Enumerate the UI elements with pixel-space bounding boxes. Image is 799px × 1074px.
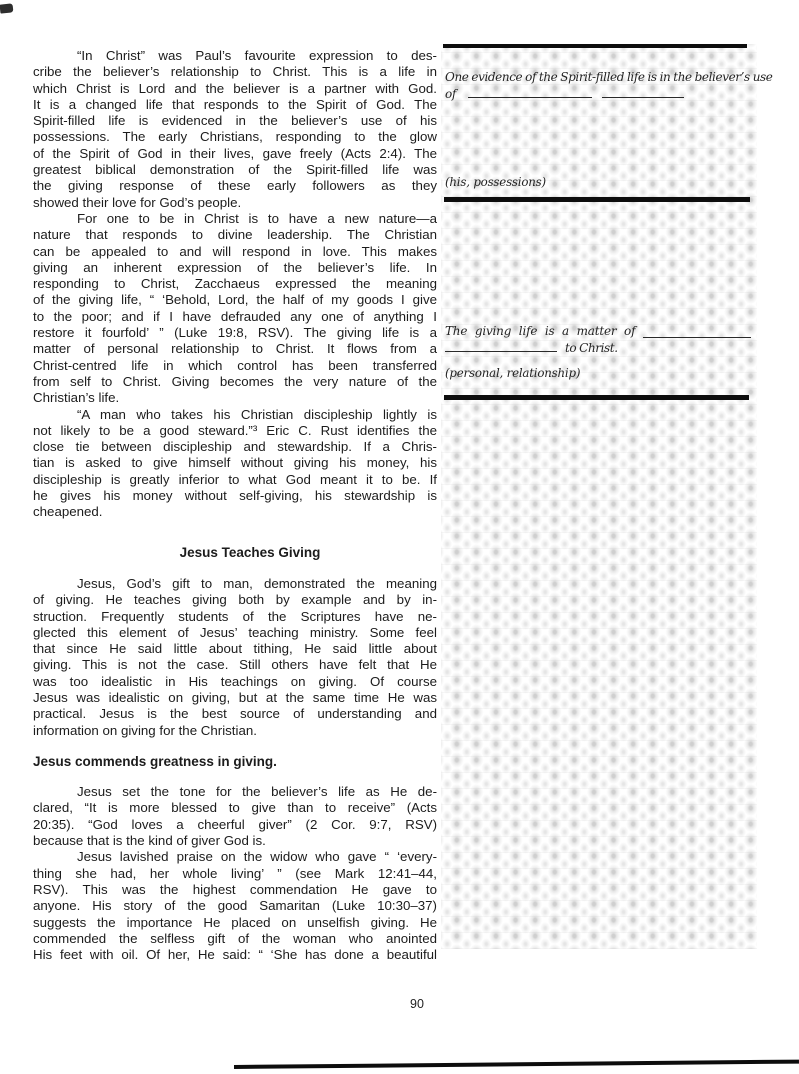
- text-line: responding to Christ, Zacchaeus expressed the meaning: [33, 276, 437, 292]
- text-line: tian is asked to give himself without giving his money, his: [33, 455, 437, 471]
- exercise-answer-1: (his, possessions): [445, 175, 546, 189]
- text-line: glected this element of Jesus’ teaching ministry. Some feel: [33, 624, 437, 640]
- text-line: Christian’s life.: [33, 390, 120, 406]
- text-line: cribe the believer’s relationship to Christ. This is a life in: [33, 64, 437, 80]
- section-heading: Jesus Teaches Giving: [179, 544, 321, 560]
- divider-bar-bottom: [444, 395, 749, 400]
- text-line: Jesus lavished praise on the widow who gave “ ‘every-: [77, 849, 437, 865]
- text-line: anyone. His story of the good Samaritan (Luke 10:30–37): [33, 898, 437, 914]
- fill-in-blank: [602, 86, 684, 98]
- prompt-2-suffix: to Christ.: [565, 340, 618, 355]
- paragraph: [33, 48, 437, 211]
- text-line: greatest biblical demonstration of the Spirit-filled life was: [33, 162, 437, 178]
- exercise-answer-2: (personal, relationship): [445, 366, 581, 380]
- divider-bar-top: [443, 44, 747, 48]
- text-line: was too idealistic in His teachings on giving. Of course: [33, 673, 437, 689]
- workbook-answer-column: [441, 44, 773, 949]
- text-line: thing she had, her whole living’ ” (see Mark 12:41–44,: [33, 865, 437, 881]
- text-line: discipleship is greatly inferior to what God meant it to be. If: [33, 471, 437, 487]
- text-line: which Christ is Lord and the believer is a partner with God.: [33, 80, 437, 96]
- text-line: struction. Frequently students of the Scriptures have ne-: [33, 608, 437, 624]
- text-line: Christ-centred life in which control has been transferred: [33, 357, 437, 373]
- text-line: suggests the importance He placed on unselfish giving. He: [33, 914, 437, 930]
- text-line: of the Spirit of God in their lives, gave freely (Acts 2:4). The: [33, 145, 437, 161]
- text-line: giving an inherent expression of the believer’s life. In: [33, 259, 437, 275]
- text-line: commended the selfless gift of the woman who anointed: [33, 930, 437, 946]
- text-line: he gives his money without self-giving, his stewardship is: [33, 488, 437, 504]
- text-line: of giving. He teaches giving both by example and by in-: [33, 592, 437, 608]
- fill-in-blank: [468, 86, 592, 98]
- text-line: cheapened.: [33, 504, 103, 520]
- fill-in-blank: [643, 326, 751, 338]
- prompt-2-line-2: [445, 340, 751, 357]
- prompt-2-prefix: The giving life is a matter of: [445, 324, 636, 338]
- paragraph: [33, 849, 437, 963]
- text-line: to the poor; and if I have defrauded any one of anything I: [33, 308, 437, 324]
- text-line: of the giving life, “ ‘Behold, Lord, the half of my goods I give: [33, 292, 437, 308]
- text-line: information on giving for the Christian.: [33, 722, 257, 738]
- text-line: not likely to be a good steward.”³ Eric C. Rust identifies the: [33, 422, 437, 438]
- text-line: Jesus was idealistic on giving, but at the same time He was: [33, 689, 437, 705]
- prompt-1-line-1: [445, 69, 773, 86]
- text-line: Jesus set the tone for the believer’s life as He de-: [77, 784, 437, 800]
- text-line: that since He said little about tithing, He said little about: [33, 641, 437, 657]
- text-line: showed their love for God’s people.: [33, 194, 242, 210]
- prompt-1-line-2: [445, 86, 755, 103]
- text-line: It is a changed life that responds to the Spirit of God. The: [33, 96, 437, 112]
- prompt-2-line-1: [445, 323, 751, 340]
- text-line: clared, “It is more blessed to give than to receive” (Acts: [33, 800, 437, 816]
- prompt-1-prefix: of: [445, 87, 456, 101]
- text-line: Jesus, God’s gift to man, demonstrated the meaning: [77, 575, 437, 591]
- divider-bar-middle: [444, 197, 750, 202]
- exercise-prompt-2: [445, 323, 751, 356]
- text-line: “In Christ” was Paul’s favourite expression to des-: [77, 48, 437, 63]
- text-line: Spirit-filled life is evidenced in the believer’s use of his: [33, 113, 437, 129]
- text-line: can be appealed to and will respond in love. This makes: [33, 243, 437, 259]
- scan-artifact-bottom-bar: [234, 1060, 799, 1069]
- section-heading: Jesus commends greatness in giving.: [33, 753, 277, 769]
- text-line: restore it fourfold’ ” (Luke 19:8, RSV). The giving life is a: [33, 325, 437, 341]
- text-line: His feet with oil. Of her, He said: “ ‘She has done a beautiful: [33, 947, 437, 963]
- text-line: matter of personal relationship to Christ. It flows from a: [33, 341, 437, 357]
- scan-artifact-corner: [0, 3, 13, 13]
- text-line: For one to be in Christ is to have a new nature—a: [77, 210, 437, 226]
- page-number: 90: [410, 997, 424, 1011]
- fill-in-blank: [445, 340, 557, 352]
- left-column: [33, 48, 437, 963]
- exercise-prompt-1: [445, 69, 773, 103]
- text-line: nature that responds to divine leadership. The Christian: [33, 227, 437, 243]
- text-line: RSV). This was the highest commendation He gave to: [33, 881, 437, 897]
- text-line: the giving response of these early followers as they: [33, 178, 437, 194]
- text-line: close tie between discipleship and stewardship. If a Chris-: [33, 439, 437, 455]
- paragraph: [33, 576, 437, 739]
- text-line: because that is the kind of giver God is.: [33, 833, 266, 849]
- text-line: “A man who takes his Christian discipleship lightly is: [77, 406, 437, 422]
- paragraph: [33, 211, 437, 407]
- prompt-1-text: One evidence of the Spirit-filled life is in the believer’s use: [445, 70, 773, 84]
- paragraph: [33, 784, 437, 849]
- text-line: 20:35). “God loves a cheerful giver” (2 Cor. 9:7, RSV): [33, 816, 437, 832]
- text-line: practical. Jesus is the best source of understanding and: [33, 706, 437, 722]
- text-line: possessions. The early Christians, responding to the glow: [33, 129, 437, 145]
- paragraph: [33, 407, 437, 521]
- text-line: from self to Christ. Giving becomes the very nature of the: [33, 373, 437, 389]
- text-line: giving. This is not the case. Still others have felt that He: [33, 657, 437, 673]
